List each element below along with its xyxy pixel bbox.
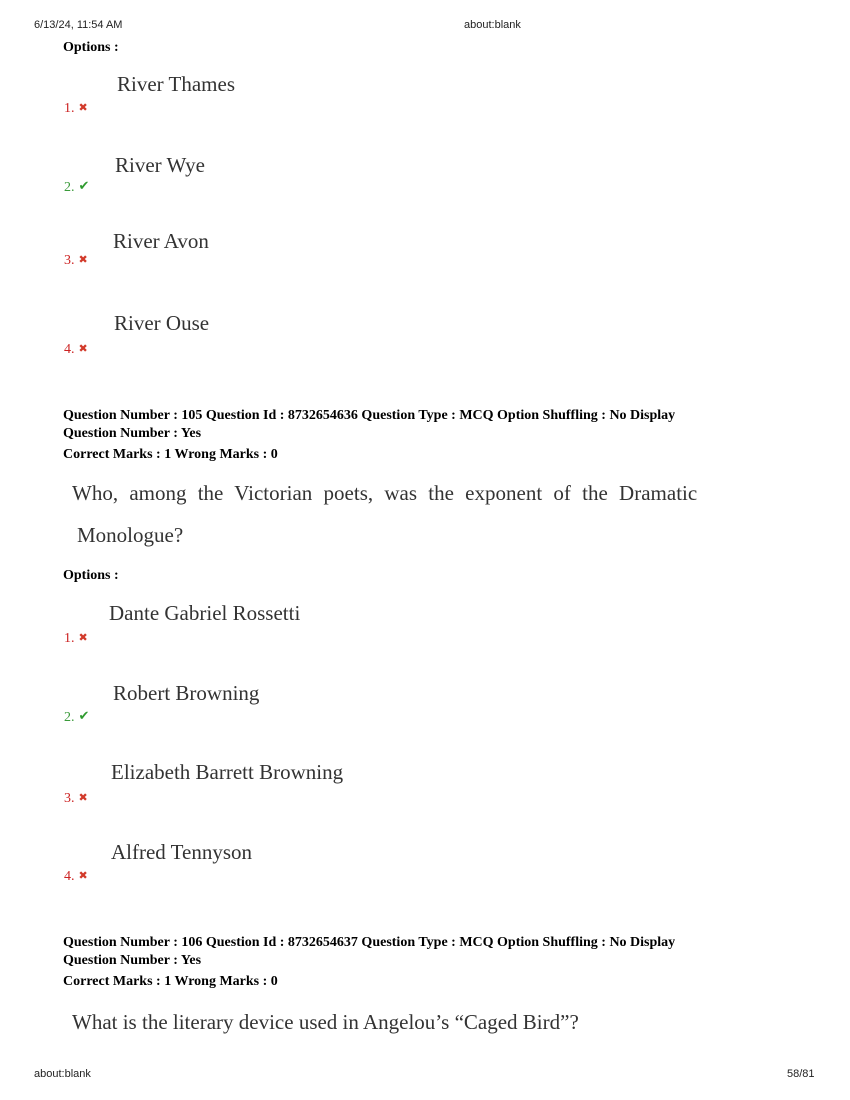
option-number	[64, 789, 88, 807]
option-text: River Wye	[115, 153, 205, 177]
option-text: Robert Browning	[113, 681, 260, 705]
print-footer-url: about:blank	[34, 1068, 91, 1080]
print-title: about:blank	[464, 19, 521, 31]
option-number-label: 2.	[64, 710, 75, 725]
print-datetime: 6/13/24, 11:54 AM	[34, 19, 123, 31]
option-number-label: 3.	[64, 791, 75, 806]
option-number	[64, 708, 89, 726]
question-text: What is the literary device used in Angelou’s “Caged Bird”?	[72, 1010, 579, 1034]
question-marks: Correct Marks : 1 Wrong Marks : 0	[63, 447, 278, 462]
check-icon: ✔	[78, 709, 90, 724]
option-text: River Avon	[113, 229, 209, 253]
option-text: Alfred Tennyson	[111, 840, 253, 864]
option-number	[64, 178, 89, 196]
option-text: Elizabeth Barrett Browning	[111, 760, 344, 784]
option-number-label: 4.	[64, 342, 75, 357]
option-number-label: 1.	[64, 631, 75, 646]
option-text: River Ouse	[114, 311, 210, 335]
option-text: River Thames	[117, 72, 236, 96]
cross-icon: ✖	[78, 791, 88, 804]
option-number-label: 3.	[64, 253, 75, 268]
page-number: 58/81	[787, 1068, 815, 1080]
cross-icon: ✖	[78, 869, 88, 882]
cross-icon: ✖	[78, 342, 88, 355]
option-text: Dante Gabriel Rossetti	[109, 601, 301, 625]
question-text: Who, among the Victorian poets, was the exponent of the Dramatic	[72, 481, 698, 505]
options-label: Options :	[63, 568, 119, 583]
option-number	[64, 340, 88, 358]
question-meta-line: Question Number : 105 Question Id : 8732654636 Question Type : MCQ Option Shuffling : No Display	[63, 408, 676, 423]
question-meta-line: Question Number : Yes	[63, 953, 202, 968]
option-number-label: 4.	[64, 869, 75, 884]
option-number	[64, 99, 88, 117]
cross-icon: ✖	[78, 101, 88, 114]
question-text: Monologue?	[77, 523, 184, 547]
question-marks: Correct Marks : 1 Wrong Marks : 0	[63, 974, 278, 989]
options-label: Options :	[63, 40, 119, 55]
option-number-label: 2.	[64, 180, 75, 195]
option-number	[64, 251, 88, 269]
option-number	[64, 629, 88, 647]
cross-icon: ✖	[78, 631, 88, 644]
question-meta-line: Question Number : 106 Question Id : 8732654637 Question Type : MCQ Option Shuffling : No Display	[63, 935, 676, 950]
cross-icon: ✖	[78, 253, 88, 266]
option-number-label: 1.	[64, 101, 75, 116]
check-icon: ✔	[78, 179, 90, 194]
option-number	[64, 867, 88, 885]
question-meta-line: Question Number : Yes	[63, 426, 202, 441]
